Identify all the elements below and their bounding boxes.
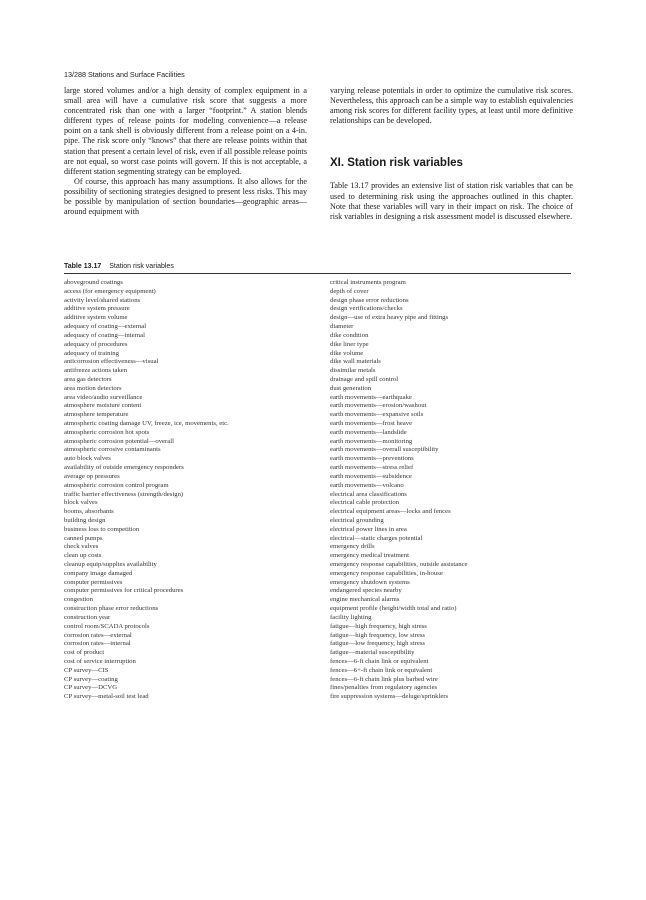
- table-rule: [64, 273, 571, 274]
- table-item: fences—6-ft chain link or equivalent: [330, 657, 429, 665]
- table-item: emergency medical treatment: [330, 552, 409, 560]
- table-item: emergency drills: [330, 543, 375, 551]
- table-item: CP survey—DCVG: [64, 684, 118, 692]
- table-item: CP survey—metal-soil test lead: [64, 693, 149, 701]
- table-item: additive system volume: [64, 314, 128, 322]
- table-item: corrosion rates—external: [64, 631, 132, 639]
- table-item: atmospheric corrosion hot spots: [64, 428, 150, 436]
- table-item: dike condition: [330, 331, 369, 339]
- table-item: anticorrosion effectiveness—visual: [64, 358, 159, 366]
- body-column-left: [64, 86, 307, 217]
- table-item: congestion: [64, 596, 93, 604]
- paragraph: large stored volumes and/or a high density of complex equipment in a small area will have a cumulative risk score that suggests a more concentrated risk than one with a larger “footprint.” A station blends different types of release points for modeling convenience—a release point on a tank shell is obviously different from a release point on a 4-in. pipe. The risk score only “knows” that there are release points within that station that present a certain level of risk, even if all possible release points are not equal, so worst case points will govern. If this is not acceptable, a different station segmenting strategy can be employed.: [64, 86, 307, 176]
- table-item: clean up costs: [64, 552, 102, 560]
- table-item: design—use of extra heavy pipe and fittings: [330, 314, 449, 322]
- table-item: area gas detectors: [64, 375, 112, 383]
- table-item: building design: [64, 516, 106, 524]
- table-item: atmosphere temperature: [64, 411, 129, 419]
- body-column-right: [330, 86, 573, 222]
- table-item: endangered species nearby: [330, 587, 402, 595]
- table-item: auto block valves: [64, 455, 111, 463]
- table-item: electrical—static charges potential: [330, 534, 423, 542]
- table-item: earth movements—subsidence: [330, 472, 412, 480]
- table-item: fatigue—high frequency, low stress: [330, 631, 426, 639]
- table-item: emergency response capabilities, outside assistance: [330, 561, 468, 568]
- table-item: dike liner type: [330, 340, 369, 348]
- table-item: fatigue—low frequency, high stress: [330, 640, 426, 648]
- table-item: atmospheric coating damage UV, freeze, ice, movements, etc.: [64, 420, 229, 427]
- table-item: fences—6+-ft chain link or equivalent: [330, 666, 433, 674]
- section-heading: XI. Station risk variables: [330, 157, 463, 170]
- table-item: cost of product: [64, 649, 105, 657]
- table-column-left: [64, 279, 229, 702]
- table-item: canned pumps: [64, 534, 103, 542]
- table-item: electrical cable protection: [330, 499, 400, 507]
- table-item: earth movements—landslide: [330, 428, 407, 436]
- table-item: design phase error reductions: [330, 296, 409, 304]
- table-item: construction phase error reductions: [64, 605, 159, 613]
- paragraph: Of course, this approach has many assumptions. It also allows for the possibility of sectioning strategies designed to present less risks. This may be possible by manipulation of section boundaries—geographic areas—around equipment with: [64, 176, 307, 217]
- table-item: CP survey—CIS: [64, 666, 109, 674]
- table-item: fences—6-ft chain link plus barbed wire: [330, 675, 438, 683]
- table-item: atmospheric corrosive contaminants: [64, 446, 161, 454]
- table-item: adequacy of coating—internal: [64, 331, 145, 339]
- table-item: corrosion rates—internal: [64, 640, 131, 648]
- running-head: 13/288 Stations and Surface Facilities: [64, 70, 185, 79]
- table-item: dust generation: [330, 384, 372, 392]
- table-item: fatigue—material susceptibility: [330, 649, 415, 657]
- table-item: adequacy of training: [64, 349, 119, 357]
- table-item: cleanup equip/supplies availability: [64, 561, 157, 568]
- table-item: check valves: [64, 543, 99, 551]
- table-item: cost of service interruption: [64, 657, 136, 665]
- table-item: earth movements—preventions: [330, 455, 414, 463]
- table-item: area motion detectors: [64, 384, 122, 392]
- table-item: adequacy of coating—external: [64, 323, 147, 331]
- table-item: additive system pressure: [64, 305, 130, 313]
- table-item: fatigue—high frequency, high stress: [330, 622, 427, 630]
- table-item: aboveground coatings: [64, 279, 123, 286]
- table-item: area video/audio surveillance: [64, 393, 143, 401]
- table-item: earth movements—erosion/washout: [330, 402, 427, 410]
- table-item: computer permissives: [64, 578, 123, 586]
- table-item: equipment profile (height/width total and ratio): [330, 605, 457, 613]
- table-item: earth movements—overall susceptibility: [330, 446, 439, 454]
- table-column-right: [330, 279, 467, 702]
- table-item: atmosphere moisture content: [64, 402, 142, 410]
- table-item: electrical equipment areas—locks and fences: [330, 508, 451, 516]
- table-item: electrical grounding: [330, 516, 384, 524]
- table-item: electrical power lines in area: [330, 525, 407, 533]
- table-number: Table 13.17: [64, 263, 102, 270]
- table-item: fire suppression systems—deluge/sprinklers: [330, 693, 449, 701]
- table-item: control room/SCADA protocols: [64, 622, 150, 630]
- table-item: drainage and spill control: [330, 375, 399, 383]
- table-item: fines/penalties from regulatory agencies: [330, 684, 438, 692]
- table-item: business loss to competition: [64, 525, 140, 533]
- table-item: earth movements—monitoring: [330, 437, 413, 445]
- table-item: construction year: [64, 613, 111, 621]
- table-item: access (for emergency equipment): [64, 287, 156, 295]
- table-item: diameter: [330, 323, 354, 331]
- table-item: earth movements—frost heave: [330, 420, 413, 427]
- table-item: design verifications/checks: [330, 305, 403, 313]
- table-item: facility lighting: [330, 613, 372, 621]
- table-item: adequacy of procedures: [64, 340, 128, 348]
- table-item: engine mechanical alarms: [330, 596, 400, 604]
- table-item: dike volume: [330, 349, 364, 357]
- table-item: earth movements—expansive soils: [330, 411, 424, 419]
- table-item: dissimilar metals: [330, 367, 376, 375]
- paragraph: varying release potentials in order to optimize the cumulative risk scores. Nevertheless, this approach can be a simple way to establish equivalencies among risk scores for different facility types, at least until more definitive relationships can be developed.: [330, 86, 573, 126]
- table-item: traffic barrier effectiveness (strength/design): [64, 490, 184, 498]
- table-item: block valves: [64, 499, 98, 507]
- table-item: emergency response capabilities, in-house: [330, 569, 443, 577]
- table-item: availability of outside emergency responders: [64, 464, 184, 472]
- table-item: emergency shutdown systems: [330, 578, 410, 586]
- table-item: atmospheric corrosion potential—overall: [64, 437, 174, 445]
- paragraph: Table 13.17 provides an extensive list of station risk variables that can be used to determining risk using the approaches outlined in this chapter. Note that these variables will vary in their impact on risk. The choice of risk variables in designing a risk assessment model is discussed elsewhere.: [330, 181, 573, 221]
- table-item: atmospheric corrosion control program: [64, 481, 169, 489]
- table-item: booms, absorbants: [64, 508, 114, 516]
- table-item: company image damaged: [64, 569, 133, 577]
- table-item: earth movements—earthquake: [330, 393, 412, 401]
- table-item: dike wall materials: [330, 358, 381, 366]
- table-caption: [64, 263, 174, 270]
- table-item: CP survey—coating: [64, 675, 118, 683]
- table-item: antifreeze actions taken: [64, 367, 128, 375]
- table-item: earth movements—stress relief: [330, 464, 414, 472]
- table-title: Station risk variables: [109, 263, 174, 270]
- table-item: earth movements—volcano: [330, 481, 404, 489]
- table-item: average op pressures: [64, 472, 120, 480]
- table-item: depth of cover: [330, 287, 369, 295]
- table-item: critical instruments program: [330, 279, 406, 286]
- table-item: activity level/shared stations: [64, 296, 141, 304]
- table-item: computer permissives for critical procedures: [64, 587, 184, 595]
- table-item: electrical area classifications: [330, 490, 407, 498]
